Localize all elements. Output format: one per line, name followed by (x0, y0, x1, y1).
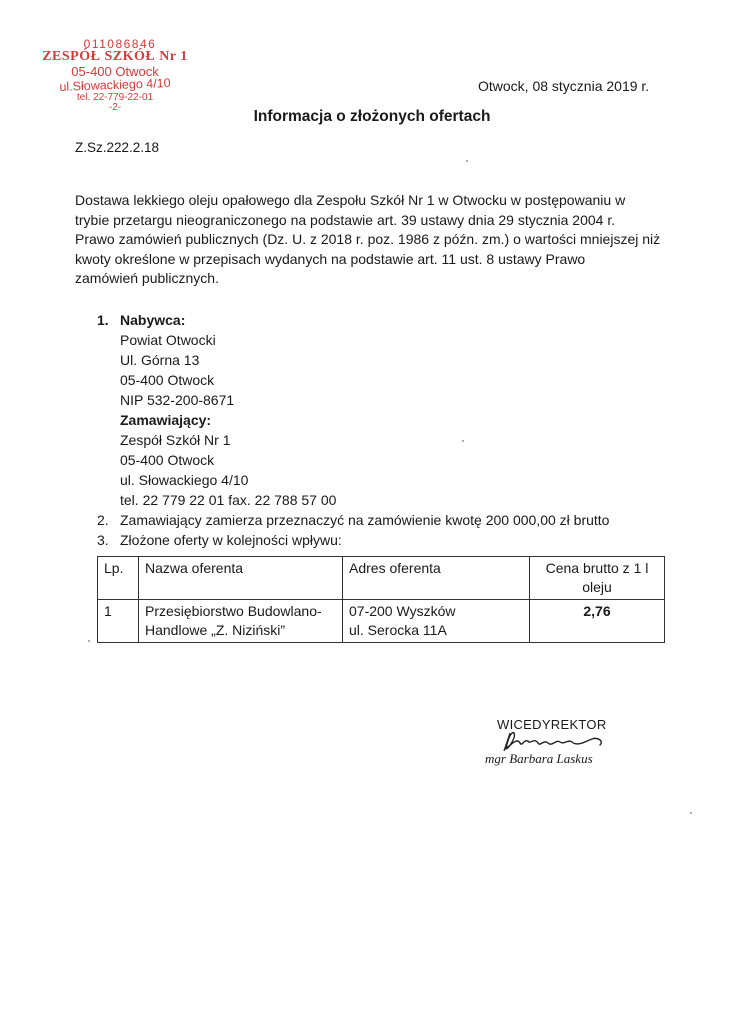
table-header-row (98, 557, 665, 600)
orderer-heading: Zamawiający: (120, 412, 212, 428)
intro-paragraph (75, 191, 661, 289)
handwritten-signature (500, 727, 610, 753)
cell-lp: 1 (98, 600, 139, 643)
orderer-contact: tel. 22 779 22 01 fax. 22 788 57 00 (120, 492, 337, 508)
orderer-name: Zespół Szkół Nr 1 (120, 432, 231, 448)
intro-line: kwoty określone w przepisach wydanych na podstawie art. 11 ust. 8 ustawy Prawo (75, 250, 586, 267)
intro-line: zamówień publicznych. (75, 270, 219, 286)
header-lp: Lp. (98, 557, 139, 600)
orderer-street: ul. Słowackiego 4/10 (120, 472, 249, 488)
scan-speck (88, 640, 90, 642)
school-stamp (30, 38, 200, 113)
header-name: Nazwa oferenta (139, 557, 343, 600)
stamp-sub: -2- (108, 101, 122, 113)
stamp-street: ul.Słowackiego 4/10 (59, 76, 171, 94)
bidder-address-line: 07-200 Wyszków (349, 603, 456, 619)
bidder-name-line: Przesiębiorstwo Budowlano- (145, 603, 322, 619)
list-number: 1. (97, 312, 109, 328)
orderer-city: 05-400 Otwock (120, 452, 215, 468)
header-price: Cena brutto z 1 l oleju (530, 557, 665, 600)
budget-statement: Zamawiający zamierza przeznaczyć na zamówienie kwotę 200 000,00 zł brutto (120, 512, 610, 528)
intro-line: trybie przetargu nieograniczonego na podstawie art. 39 ustawy dnia 29 stycznia 2004 r. (75, 211, 616, 228)
reference-number: Z.Sz.222.2.18 (75, 140, 160, 155)
intro-line: Dostawa lekkiego oleju opałowego dla Zespołu Szkół Nr 1 w Otwocku w postępowaniu w (75, 192, 626, 208)
offers-table (97, 556, 665, 643)
stamp-phone: tel. 22-779-22-01 (76, 91, 154, 103)
buyer-city: 05-400 Otwock (120, 372, 215, 388)
document-date: Otwock, 08 stycznia 2019 r. (478, 78, 650, 94)
header-address: Adres oferenta (343, 557, 530, 600)
bidder-name-line: Handlowe „Z. Niziński” (145, 622, 286, 638)
scan-speck (690, 812, 692, 814)
table-row (98, 600, 665, 643)
scan-speck (466, 160, 468, 162)
list-number: 3. (97, 532, 109, 548)
bidder-address-line: ul. Serocka 11A (349, 622, 447, 638)
signatory-name: mgr Barbara Laskus (485, 751, 593, 766)
intro-line: Prawo zamówień publicznych (Dz. U. z 2018 r. poz. 1986 z późn. zm.) o wartości mniejszej niż (75, 231, 661, 247)
document-title: Informacja o złożonych ofertach (253, 108, 491, 125)
cell-name (139, 600, 343, 643)
list-number: 2. (97, 512, 109, 528)
cell-address (343, 600, 530, 643)
buyer-street: Ul. Górna 13 (120, 352, 200, 368)
signature-title: WICEDYREKTOR (497, 717, 607, 732)
stamp-city: 05-400 Otwock (71, 64, 159, 79)
offers-heading: Złożone oferty w kolejności wpływu: (120, 532, 342, 548)
stamp-regon: 011086846 (83, 37, 157, 51)
cell-price: 2,76 (530, 600, 665, 643)
scan-speck (462, 440, 464, 442)
buyer-nip: NIP 532-200-8671 (120, 392, 235, 408)
buyer-heading: Nabywca: (120, 312, 186, 328)
buyer-name: Powiat Otwocki (120, 332, 216, 348)
stamp-school-name: ZESPÓŁ SZKÓŁ Nr 1 (42, 49, 188, 64)
